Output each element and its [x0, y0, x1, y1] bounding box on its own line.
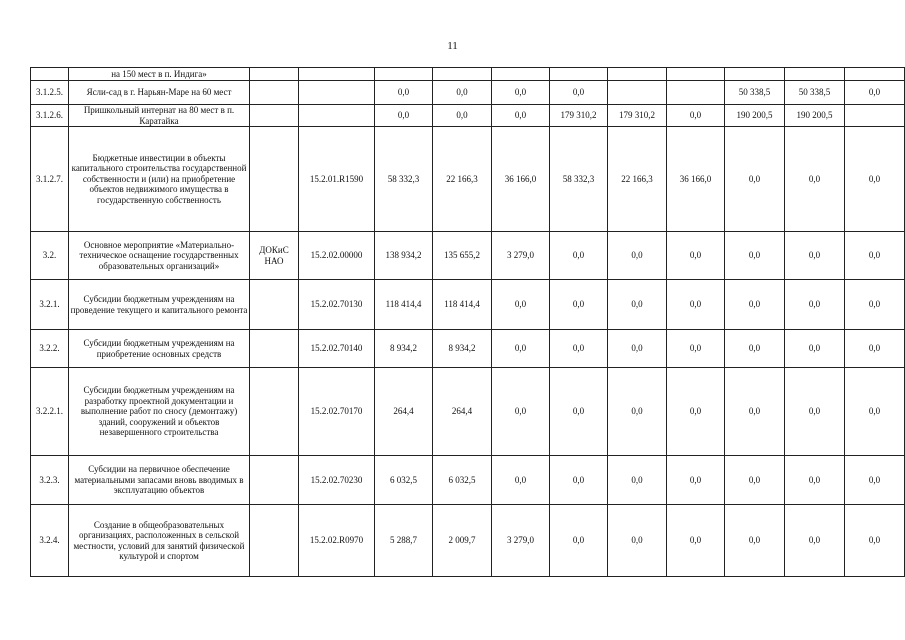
budget-code-cell: 15.2.01.R1590	[299, 127, 375, 232]
value-cell: 0,0	[725, 330, 785, 368]
value-cell: 0,0	[845, 368, 905, 456]
table-row	[31, 81, 905, 105]
activity-name-cell: Ясли-сад в г. Нарьян-Маре на 60 мест	[69, 81, 250, 105]
value-cell	[785, 68, 845, 81]
value-cell: 0,0	[608, 280, 667, 330]
row-number-cell	[31, 68, 69, 81]
value-cell: 0,0	[725, 368, 785, 456]
value-cell: 8 934,2	[433, 330, 492, 368]
value-cell: 0,0	[608, 456, 667, 505]
value-cell: 50 338,5	[725, 81, 785, 105]
row-number-cell: 3.1.2.6.	[31, 105, 69, 127]
value-cell: 3 279,0	[492, 505, 550, 577]
value-cell: 0,0	[550, 330, 608, 368]
table-row	[31, 368, 905, 456]
budget-code-cell: 15.2.02.70130	[299, 280, 375, 330]
value-cell: 0,0	[667, 280, 725, 330]
value-cell: 118 414,4	[433, 280, 492, 330]
executor-cell	[250, 456, 299, 505]
value-cell	[667, 81, 725, 105]
activity-name-cell: Субсидии бюджетным учреждениям на приобретение основных средств	[69, 330, 250, 368]
value-cell: 0,0	[550, 456, 608, 505]
value-cell: 190 200,5	[725, 105, 785, 127]
value-cell: 0,0	[433, 105, 492, 127]
value-cell: 0,0	[667, 232, 725, 280]
value-cell	[725, 68, 785, 81]
value-cell: 264,4	[433, 368, 492, 456]
value-cell: 0,0	[608, 232, 667, 280]
value-cell: 0,0	[550, 81, 608, 105]
budget-code-cell	[299, 68, 375, 81]
value-cell: 0,0	[845, 232, 905, 280]
value-cell: 0,0	[785, 330, 845, 368]
row-number-cell: 3.2.3.	[31, 456, 69, 505]
value-cell: 0,0	[725, 280, 785, 330]
value-cell: 0,0	[433, 81, 492, 105]
value-cell: 2 009,7	[433, 505, 492, 577]
value-cell: 0,0	[667, 330, 725, 368]
value-cell: 0,0	[375, 105, 433, 127]
value-cell: 0,0	[492, 330, 550, 368]
table-row	[31, 456, 905, 505]
value-cell: 0,0	[608, 368, 667, 456]
value-cell: 0,0	[785, 368, 845, 456]
budget-code-cell: 15.2.02.70230	[299, 456, 375, 505]
activity-name-cell: Основное мероприятие «Материально-техническое оснащение государственных образовательных организаций»	[69, 232, 250, 280]
activity-name-cell: Бюджетные инвестиции в объекты капитального строительства государственной собственности и (или) на приобретение объектов недвижимого имущества в государственную собственность	[69, 127, 250, 232]
executor-cell	[250, 368, 299, 456]
budget-code-cell: 15.2.02.70170	[299, 368, 375, 456]
value-cell: 0,0	[845, 505, 905, 577]
table-row	[31, 127, 905, 232]
value-cell: 0,0	[667, 456, 725, 505]
value-cell: 0,0	[845, 330, 905, 368]
value-cell	[492, 68, 550, 81]
value-cell: 0,0	[667, 368, 725, 456]
table-row	[31, 232, 905, 280]
value-cell: 138 934,2	[375, 232, 433, 280]
value-cell: 190 200,5	[785, 105, 845, 127]
executor-cell	[250, 81, 299, 105]
value-cell: 0,0	[785, 505, 845, 577]
value-cell	[550, 68, 608, 81]
executor-cell	[250, 280, 299, 330]
value-cell: 0,0	[492, 280, 550, 330]
value-cell: 0,0	[608, 330, 667, 368]
budget-code-cell: 15.2.02.R0970	[299, 505, 375, 577]
row-number-cell: 3.2.2.1.	[31, 368, 69, 456]
row-number-cell: 3.2.2.	[31, 330, 69, 368]
value-cell: 0,0	[785, 232, 845, 280]
value-cell: 0,0	[845, 81, 905, 105]
table-row	[31, 330, 905, 368]
value-cell: 0,0	[667, 505, 725, 577]
value-cell: 0,0	[550, 232, 608, 280]
value-cell: 22 166,3	[433, 127, 492, 232]
budget-code-cell: 15.2.02.70140	[299, 330, 375, 368]
executor-cell	[250, 330, 299, 368]
value-cell: 0,0	[845, 456, 905, 505]
value-cell: 135 655,2	[433, 232, 492, 280]
value-cell: 0,0	[492, 81, 550, 105]
executor-cell	[250, 105, 299, 127]
value-cell: 8 934,2	[375, 330, 433, 368]
value-cell: 0,0	[492, 368, 550, 456]
value-cell: 0,0	[375, 81, 433, 105]
budget-table	[30, 67, 905, 577]
value-cell	[608, 68, 667, 81]
value-cell	[667, 68, 725, 81]
budget-code-cell	[299, 81, 375, 105]
value-cell: 0,0	[667, 105, 725, 127]
activity-name-cell: Субсидии на первичное обеспечение материальными запасами вновь вводимых в эксплуатацию объектов	[69, 456, 250, 505]
budget-code-cell: 15.2.02.00000	[299, 232, 375, 280]
executor-cell	[250, 505, 299, 577]
value-cell: 36 166,0	[667, 127, 725, 232]
value-cell: 0,0	[492, 456, 550, 505]
table-row	[31, 280, 905, 330]
value-cell: 5 288,7	[375, 505, 433, 577]
value-cell	[845, 105, 905, 127]
value-cell: 0,0	[845, 127, 905, 232]
value-cell	[608, 81, 667, 105]
value-cell: 264,4	[375, 368, 433, 456]
executor-cell	[250, 68, 299, 81]
value-cell: 0,0	[785, 127, 845, 232]
activity-name-cell: Создание в общеобразовательных организациях, расположенных в сельской местности, условий для занятий физической культурой и спортом	[69, 505, 250, 577]
value-cell: 22 166,3	[608, 127, 667, 232]
value-cell: 0,0	[725, 505, 785, 577]
value-cell: 6 032,5	[375, 456, 433, 505]
value-cell: 0,0	[725, 127, 785, 232]
table-row	[31, 105, 905, 127]
value-cell: 6 032,5	[433, 456, 492, 505]
row-number-cell: 3.2.	[31, 232, 69, 280]
budget-code-cell	[299, 105, 375, 127]
value-cell: 58 332,3	[375, 127, 433, 232]
value-cell: 0,0	[725, 456, 785, 505]
value-cell: 0,0	[550, 280, 608, 330]
executor-cell	[250, 127, 299, 232]
value-cell: 118 414,4	[375, 280, 433, 330]
value-cell: 179 310,2	[608, 105, 667, 127]
row-number-cell: 3.1.2.7.	[31, 127, 69, 232]
value-cell: 0,0	[725, 232, 785, 280]
value-cell: 0,0	[785, 280, 845, 330]
activity-name-cell: на 150 мест в п. Индига»	[69, 68, 250, 81]
value-cell: 36 166,0	[492, 127, 550, 232]
value-cell: 179 310,2	[550, 105, 608, 127]
activity-name-cell: Субсидии бюджетным учреждениям на разработку проектной документации и выполнение работ по сносу (демонтажу) зданий, сооружений и объектов незавершенного строительства	[69, 368, 250, 456]
activity-name-cell: Субсидии бюджетным учреждениям на проведение текущего и капитального ремонта	[69, 280, 250, 330]
table-row	[31, 68, 905, 81]
row-number-cell: 3.1.2.5.	[31, 81, 69, 105]
table-row	[31, 505, 905, 577]
value-cell: 50 338,5	[785, 81, 845, 105]
value-cell	[433, 68, 492, 81]
activity-name-cell: Пришкольный интернат на 80 мест в п. Каратайка	[69, 105, 250, 127]
value-cell: 0,0	[785, 456, 845, 505]
value-cell: 3 279,0	[492, 232, 550, 280]
value-cell: 0,0	[550, 368, 608, 456]
page-number: 11	[447, 40, 458, 52]
value-cell	[375, 68, 433, 81]
value-cell: 0,0	[550, 505, 608, 577]
value-cell: 58 332,3	[550, 127, 608, 232]
row-number-cell: 3.2.1.	[31, 280, 69, 330]
row-number-cell: 3.2.4.	[31, 505, 69, 577]
value-cell: 0,0	[845, 280, 905, 330]
value-cell: 0,0	[608, 505, 667, 577]
executor-cell: ДОКиС НАО	[250, 232, 299, 280]
value-cell	[845, 68, 905, 81]
value-cell: 0,0	[492, 105, 550, 127]
